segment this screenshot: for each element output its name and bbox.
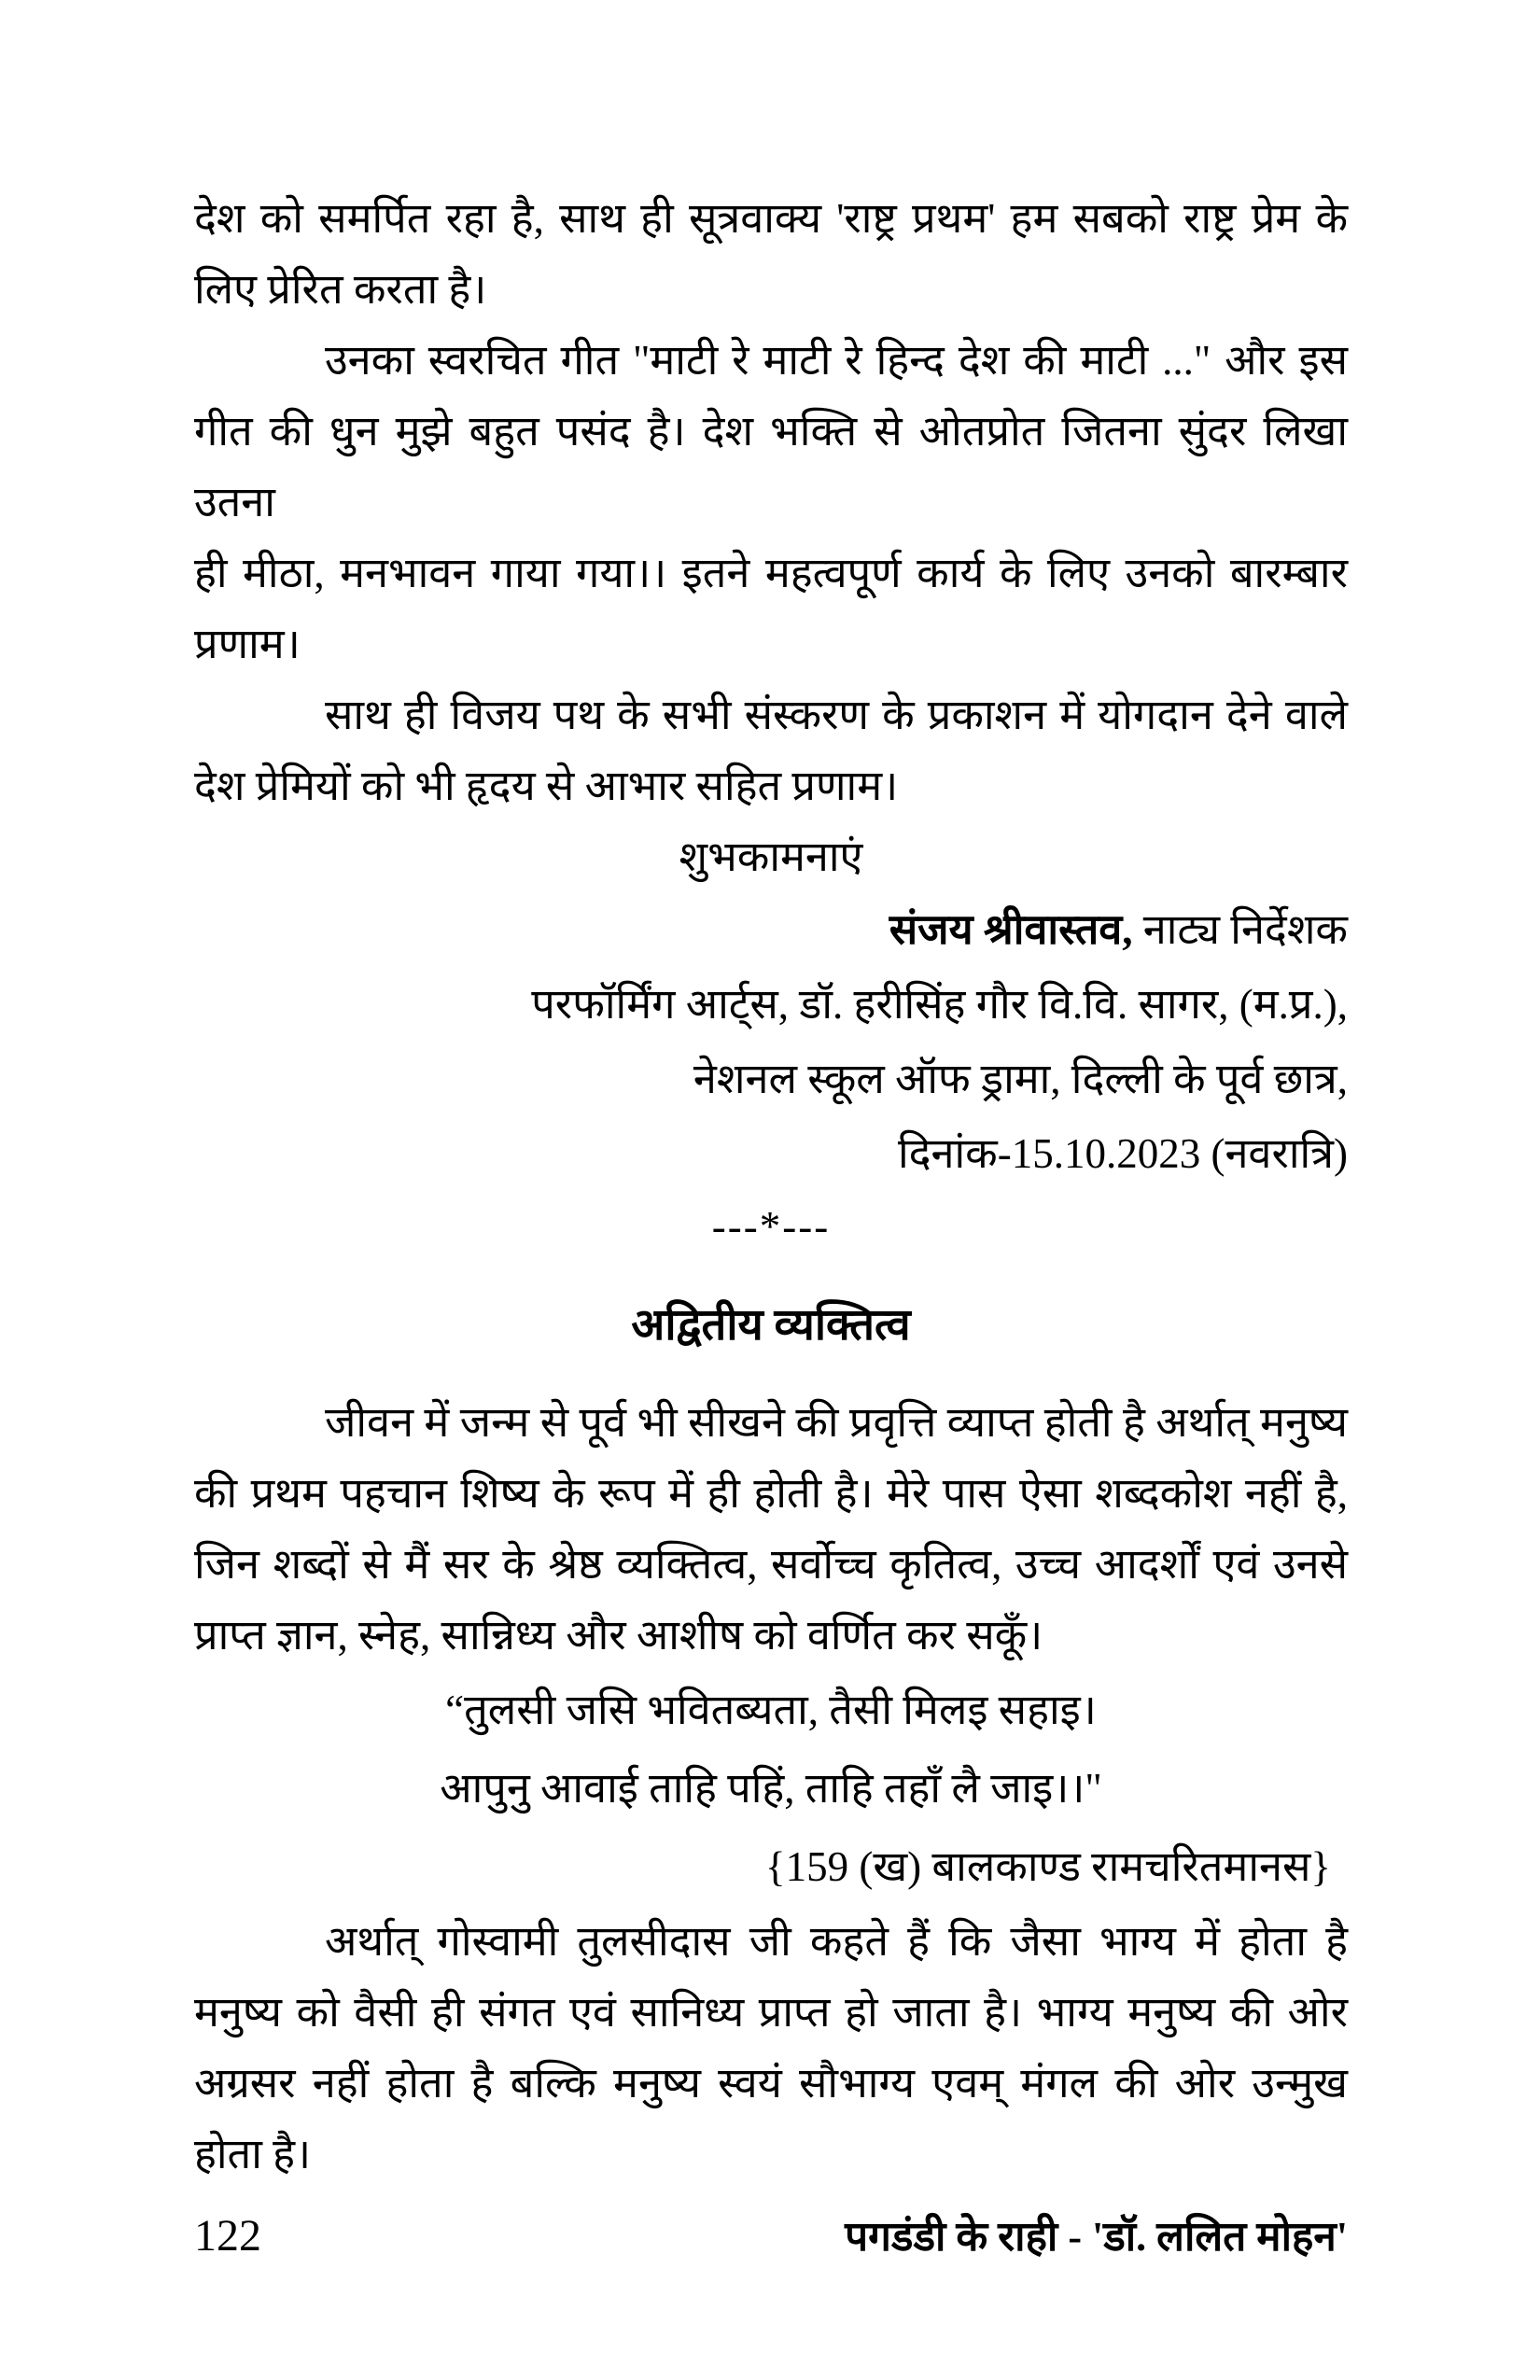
- text-content: [194, 183, 1348, 2190]
- text-line: उनका स्वरचित गीत "माटी रे माटी रे हिन्द देश की माटी ..." और इस: [325, 337, 1348, 384]
- text-line: जिन शब्दों से मैं सर के श्रेष्ठ व्यक्तित्व, सर्वोच्च कृतित्व, उच्च आदर्शों एवं उनसे: [194, 1541, 1348, 1588]
- text-line: अर्थात् गोस्वामी तुलसीदास जी कहते हैं कि जैसा भाग्य में होता है: [325, 1918, 1348, 1965]
- page-number: 122: [194, 2211, 261, 2261]
- text-line: होता है।: [194, 2131, 312, 2177]
- verse-line: “तुलसी जसि भवितब्यता, तैसी मिलइ सहाइ।: [445, 1687, 1097, 1733]
- page-footer: [194, 2208, 1348, 2265]
- paragraph-geet: [194, 325, 1348, 679]
- text-line: की प्रथम पहचान शिष्य के रूप में ही होती है। मेरे पास ऐसा शब्दकोश नहीं है,: [194, 1470, 1348, 1517]
- text-line: ही मीठा, मनभावन गाया गया।। इतने महत्वपूर्ण कार्य के लिए उनको बारम्बार: [194, 550, 1348, 596]
- book-title: पगडंडी के राही - 'डॉ. ललित मोहन': [845, 2214, 1348, 2260]
- paragraph-jeevan: [194, 1387, 1348, 1671]
- text-line: देश को समर्पित रहा है, साथ ही सूत्रवाक्य 'राष्ट्र प्रथम' हम सबको राष्ट्र प्रेम के: [194, 195, 1348, 242]
- verse-citation: {159 (ख) बालकाण्ड रामचरितमानस}: [765, 1843, 1331, 1890]
- verse-block: [194, 1671, 1348, 1906]
- paragraph-vijay-path: [194, 679, 1348, 821]
- text-line: अग्रसर नहीं होता है बल्कि मनुष्य स्वयं सौभाग्य एवम् मंगल की ओर उन्मुख: [194, 2060, 1348, 2107]
- affiliation-line-2: नेशनल स्कूल ऑफ ड्रामा, दिल्ली के पूर्व छात्र,: [693, 1056, 1348, 1102]
- section-separator: ---*---: [711, 1203, 831, 1250]
- text-line: प्राप्त ज्ञान, स्नेह, सान्निध्य और आशीष को वर्णित कर सकूँ।: [194, 1612, 1043, 1659]
- text-line: साथ ही विजय पथ के सभी संस्करण के प्रकाशन में योगदान देने वाले: [325, 692, 1348, 738]
- text-line: देश प्रेमियों को भी हृदय से आभार सहित प्रणाम।: [194, 763, 899, 809]
- paragraph-arthat: [194, 1906, 1348, 2190]
- date-line: दिनांक-15.10.2023 (नवरात्रि): [898, 1130, 1348, 1177]
- wishes-line: शुभकामनाएं: [679, 833, 863, 880]
- signature-block: [194, 821, 1348, 1191]
- text-line: प्रणाम।: [194, 621, 301, 667]
- signature-name: संजय श्रीवास्तव,: [889, 906, 1133, 953]
- affiliation-line-1: परफॉर्मिंग आर्ट्स, डॉ. हरीसिंह गौर वि.वि. सागर, (म.प्र.),: [531, 981, 1348, 1028]
- paragraph-continuation: [194, 183, 1348, 325]
- text-line: गीत की धुन मुझे बहुत पसंद है। देश भक्ति से ओतप्रोत जितना सुंदर लिखा उतना: [194, 408, 1348, 525]
- signature-name-line: [194, 892, 1348, 967]
- verse-line: आपुनु आवाई ताहि पहिं, ताहि तहाँ लै जाइ।।": [440, 1765, 1102, 1812]
- text-line: जीवन में जन्म से पूर्व भी सीखने की प्रवृत्ति व्याप्त होती है अर्थात् मनुष्य: [325, 1399, 1348, 1446]
- text-line: लिए प्रेरित करता है।: [194, 266, 487, 313]
- signature-role: नाट्य निर्देशक: [1132, 906, 1348, 953]
- section-heading: अद्वितीय व्यक्तित्व: [631, 1301, 911, 1350]
- text-line: मनुष्य को वैसी ही संगत एवं सानिध्य प्राप्त हो जाता है। भाग्य मनुष्य की ओर: [194, 1989, 1348, 2036]
